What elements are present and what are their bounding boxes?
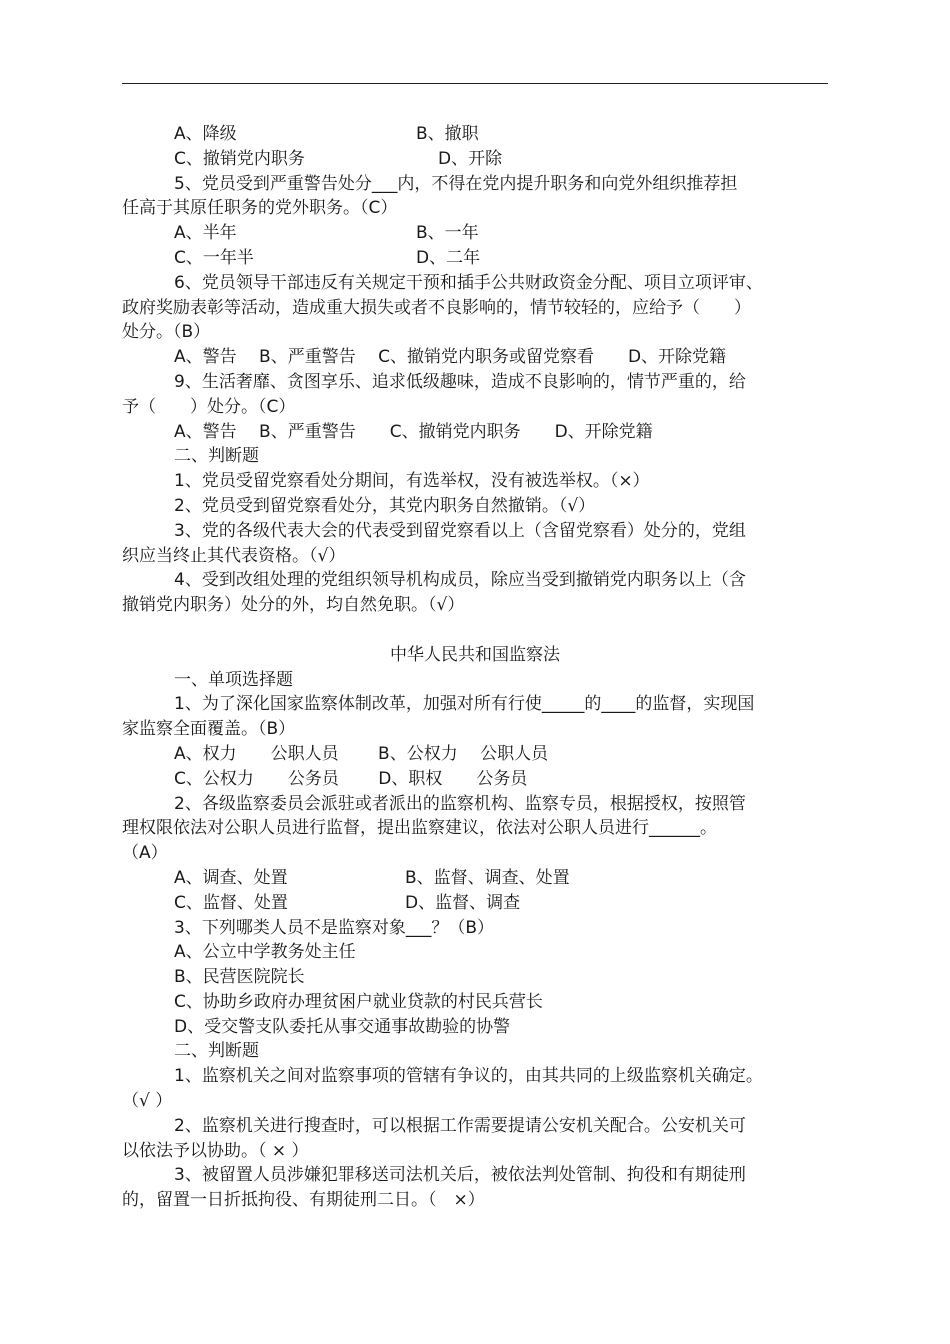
judge-item-3-cont: 织应当终止其代表资格。（√） [122,545,346,566]
s2-judge-item-2-cont: 以依法予以协助。（ × ） [122,1140,309,1161]
s2-q2-option-c: C、监督、处置 [174,892,288,913]
s2-q3-option-d: D、受交警支队委托从事交通事故勘验的协警 [174,1016,511,1037]
s2-q2-options-cd [122,891,828,916]
s2-q2-option-a: A、调查、处置 [174,867,288,888]
header-rule [122,83,828,84]
q5-text-cont: 任高于其原任职务的党外职务。（C） [122,198,398,219]
judge-item-4: 4、受到改组处理的党组织领导机构成员，除应当受到撤销党内职务以上（含 [174,570,746,591]
q4-option-b: B、撤职 [416,124,479,144]
judge-heading: 二、判断题 [174,446,259,467]
q6-options: A、警告 B、严重警告 C、撤销党内职务或留党察看 D、开除党籍 [174,347,727,368]
q4-option-c: C、撤销党内职务 [174,148,305,169]
s2-q2-text: 2、各级监察委员会派驻或者派出的监察机构、监察专员，根据授权，按照管 [174,793,746,814]
s2-judge-item-1: 1、监察机关之间对监察事项的管辖有争议的，由其共同的上级监察机关确定。 [174,1066,763,1087]
q9-options: A、警告 B、严重警告 C、撤销党内职务 D、开除党籍 [174,421,653,442]
judge-item-2: 2、党员受到留党察看处分，其党内职务自然撤销。（√） [174,495,596,516]
s2-q2-option-d: D、监督、调查 [405,892,521,913]
q6-text-cont: 政府奖励表彰等活动，造成重大损失或者不良影响的，情节较轻的，应给予（ ） [122,297,751,318]
q9-text-cont: 予（ ）处分。（C） [122,396,296,417]
q4-option-d: D、开除 [438,148,503,169]
q4-options-cd [122,147,828,172]
q6-text-cont2: 处分。（B） [122,322,211,343]
q5-option-b: B、一年 [416,223,479,244]
q5-option-d: D、二年 [416,247,481,268]
s2-q1-options-cd: C、公权力 公务员 D、职权 公务员 [174,768,528,789]
s2-judge-item-1-cont: （√ ） [122,1091,173,1112]
q5-option-c: C、一年半 [174,247,254,268]
s2-judge-heading: 二、判断题 [174,1041,259,1062]
s2-q3-text: 3、下列哪类人员不是监察对象___？（B） [174,917,494,938]
single-choice-heading: 一、单项选择题 [174,669,293,690]
q5-text: 5、党员受到严重警告处分___内，不得在党内提升职务和向党外组织推荐担 [174,173,738,194]
document-body [122,122,828,1213]
section-gap [122,618,828,643]
s2-q2-text-cont2: （A） [122,843,168,864]
q5-options-ab [122,221,828,246]
s2-q1-text: 1、为了深化国家监察体制改革，加强对所有行使_____的____的监督，实现国 [174,694,755,715]
s2-q1-text-cont: 家监察全面覆盖。（B） [122,719,296,740]
s2-q1-options-ab: A、权力 公职人员 B、公权力 公职人员 [174,743,549,764]
judge-item-4-cont: 撤销党内职务）处分的外，均自然免职。（√） [122,595,465,616]
s2-q3-option-a: A、公立中学教务处主任 [174,942,356,963]
q5-option-a: A、半年 [174,223,237,244]
s2-q3-option-b: B、民营医院院长 [174,967,305,988]
q4-options-ab [122,122,828,147]
judge-item-1: 1、党员受留党察看处分期间，有选举权，没有被选举权。（×） [174,471,650,492]
q9-text: 9、生活奢靡、贪图享乐、追求低级趣味，造成不良影响的，情节严重的，给 [174,371,746,392]
s2-q2-options-ab [122,866,828,891]
s2-q3-option-c: C、协助乡政府办理贫困户就业贷款的村民兵营长 [174,991,543,1012]
q4-option-a: A、降级 [174,124,237,144]
s2-q2-option-b: B、监督、调查、处置 [405,867,570,888]
section-title: 中华人民共和国监察法 [390,644,560,665]
s2-judge-item-3-cont: 的，留置一日折抵拘役、有期徒刑二日。（ ×） [122,1190,485,1211]
q5-options-cd [122,246,828,271]
s2-judge-item-2: 2、监察机关进行搜查时，可以根据工作需要提请公安机关配合。公安机关可 [174,1115,746,1136]
judge-item-3: 3、党的各级代表大会的代表受到留党察看以上（含留党察看）处分的，党组 [174,520,746,541]
s2-judge-item-3: 3、被留置人员涉嫌犯罪移送司法机关后，被依法判处管制、拘役和有期徒刑 [174,1165,746,1186]
q6-text: 6、党员领导干部违反有关规定干预和插手公共财政资金分配、项目立项评审、 [174,272,763,293]
s2-q2-text-cont: 理权限依法对公职人员进行监督，提出监察建议，依法对公职人员进行______。 [122,818,717,839]
